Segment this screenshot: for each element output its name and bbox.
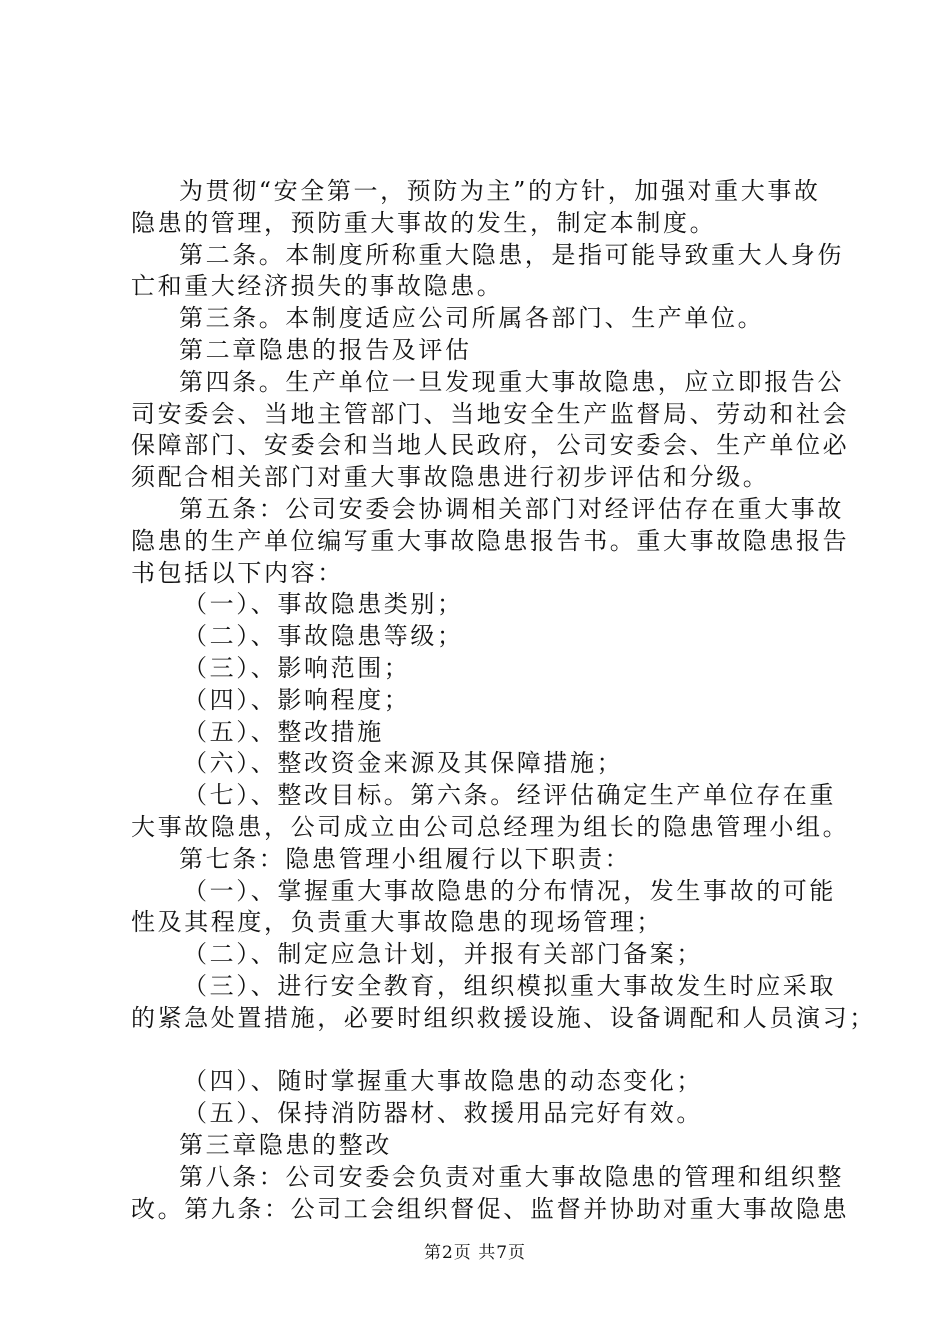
- paragraph-line: 的紧急处置措施，必要时组织救援设施、设备调配和人员演习；: [131, 1003, 876, 1032]
- chapter-heading: 第二章隐患的报告及评估: [179, 335, 472, 364]
- paragraph-line: 第二条。本制度所称重大隐患，是指可能导致重大人身伤: [179, 240, 844, 269]
- paragraph-line: 第五条：公司安委会协调相关部门对经评估存在重大事故: [179, 494, 844, 523]
- list-item: （一）、掌握重大事故隐患的分布情况，发生事故的可能: [183, 876, 836, 905]
- paragraph-line: 为贯彻“安全第一，预防为主”的方针，加强对重大事故: [179, 177, 821, 205]
- list-item: （七）、整改目标。第六条。经评估确定生产单位存在重: [183, 781, 836, 810]
- list-item: （五）、整改措施: [183, 717, 384, 746]
- list-item: （四）、影响程度；: [183, 685, 411, 714]
- list-item: （四）、随时掌握重大事故隐患的动态变化；: [183, 1067, 703, 1096]
- document-body: [131, 176, 876, 1225]
- chapter-heading: 第三章隐患的整改: [179, 1130, 392, 1159]
- paragraph-line: 隐患的管理，预防重大事故的发生，制定本制度。: [131, 208, 717, 237]
- paragraph-line: 第三条。本制度适应公司所属各部门、生产单位。: [179, 304, 765, 333]
- paragraph-line: 亡和重大经济损失的事故隐患。: [131, 272, 504, 301]
- blank-line: [131, 1035, 831, 1067]
- paragraph-line: 书包括以下内容：: [131, 558, 344, 587]
- list-item: （六）、整改资金来源及其保障措施；: [183, 749, 624, 778]
- paragraph-line: 第四条。生产单位一旦发现重大事故隐患，应立即报告公: [179, 367, 844, 396]
- page-number-footer: 第2页 共7页: [423, 1243, 527, 1263]
- list-item: （二）、制定应急计划，并报有关部门备案；: [183, 940, 703, 969]
- paragraph-line: 第八条：公司安委会负责对重大事故隐患的管理和组织整: [179, 1162, 844, 1191]
- paragraph-line: 大事故隐患，公司成立由公司总经理为组长的隐患管理小组。: [131, 812, 850, 841]
- list-item: （三）、进行安全教育，组织模拟重大事故发生时应采取: [183, 971, 836, 1000]
- paragraph-line: 第七条：隐患管理小组履行以下职责：: [179, 844, 632, 873]
- list-item: （三）、影响范围；: [183, 653, 411, 682]
- list-item: （五）、保持消防器材、救援用品完好有效。: [183, 1099, 703, 1128]
- paragraph-line: 司安委会、当地主管部门、当地安全生产监督局、劳动和社会: [131, 399, 850, 428]
- paragraph-line: 保障部门、安委会和当地人民政府，公司安委会、生产单位必: [131, 431, 850, 460]
- list-item: （二）、事故隐患等级；: [183, 622, 464, 651]
- paragraph-line: 隐患的生产单位编写重大事故隐患报告书。重大事故隐患报告: [131, 526, 850, 555]
- paragraph-line: 性及其程度，负责重大事故隐患的现场管理；: [131, 908, 663, 937]
- paragraph-line: 须配合相关部门对重大事故隐患进行初步评估和分级。: [131, 463, 770, 492]
- list-item: （一）、事故隐患类别；: [183, 590, 464, 619]
- paragraph-line: 改。第九条：公司工会组织督促、监督并协助对重大事故隐患: [131, 1194, 850, 1223]
